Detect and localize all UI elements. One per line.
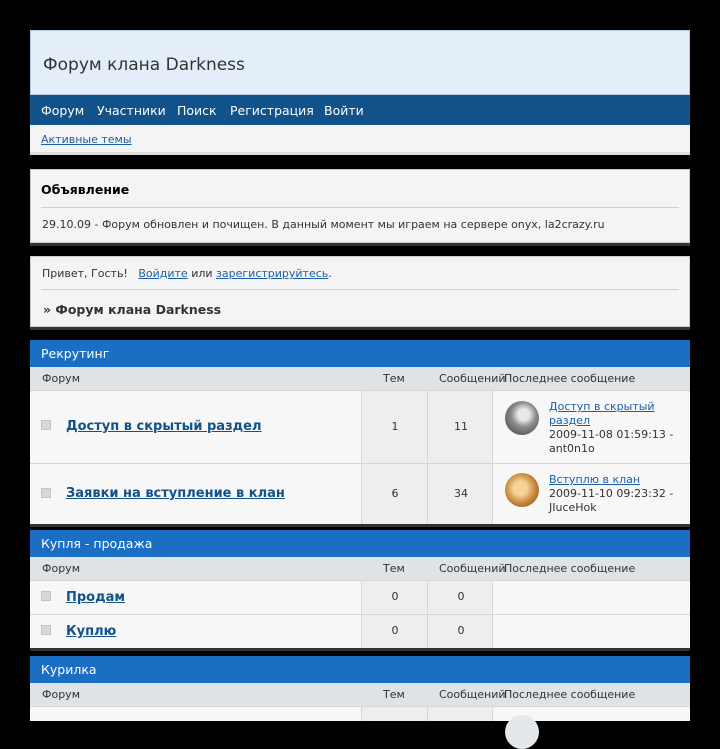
divider xyxy=(41,207,679,208)
nav-login[interactable]: Войти xyxy=(324,103,364,118)
last-post-link[interactable]: Доступ в скрытый раздел xyxy=(549,400,655,427)
nav-register[interactable]: Регистрация xyxy=(230,103,314,118)
site-header xyxy=(30,30,690,95)
last-post-date: 2009-11-08 01:59:13 - xyxy=(549,428,674,441)
col-forum: Форум xyxy=(42,372,80,385)
column-headers xyxy=(30,557,690,580)
topics-count xyxy=(361,707,428,721)
category-header xyxy=(30,340,690,367)
greeting-text: Привет, Гость! xyxy=(42,267,128,280)
forum-link[interactable]: Продам xyxy=(66,590,126,605)
posts-count: 0 xyxy=(427,581,494,615)
avatar[interactable] xyxy=(505,473,539,507)
col-posts: Сообщений xyxy=(439,562,506,575)
col-last: Последнее сообщение xyxy=(504,688,636,701)
dot-text: . xyxy=(328,267,332,280)
forum-row xyxy=(30,706,690,721)
posts-count: 0 xyxy=(427,615,494,649)
nav-forum[interactable]: Форум xyxy=(41,103,85,118)
col-forum: Форум xyxy=(42,688,80,701)
forum-link[interactable]: Куплю xyxy=(66,624,117,639)
last-post-cell xyxy=(492,464,690,525)
greeting-panel xyxy=(30,256,690,327)
last-post-user: JIuceHok xyxy=(549,501,597,514)
column-headers xyxy=(30,683,690,706)
divider xyxy=(30,243,690,246)
breadcrumb[interactable]: » Форум клана Darkness xyxy=(43,302,222,317)
forum-status-icon xyxy=(41,591,51,601)
category-header xyxy=(30,530,690,557)
announcement-text: 29.10.09 - Форум обновлен и почищен. В данный момент мы играем на сервере onyx, la2crazy.ru xyxy=(42,218,605,231)
forum-row xyxy=(30,614,690,649)
login-link[interactable]: Войдите xyxy=(138,267,188,280)
nav-members[interactable]: Участники xyxy=(97,103,166,118)
col-topics: Тем xyxy=(383,688,405,701)
last-post-cell xyxy=(492,391,690,464)
announcement-panel xyxy=(30,169,690,243)
greeting-line xyxy=(42,267,332,280)
col-topics: Тем xyxy=(383,562,405,575)
category-title[interactable]: Купля - продажа xyxy=(41,536,153,551)
forum-status-icon xyxy=(41,420,51,430)
last-post-cell xyxy=(492,707,690,721)
column-headers xyxy=(30,367,690,390)
category-title[interactable]: Рекрутинг xyxy=(41,346,110,361)
site-title: Форум клана Darkness xyxy=(43,55,245,75)
nav-search[interactable]: Поиск xyxy=(177,103,217,118)
col-topics: Тем xyxy=(383,372,405,385)
register-link[interactable]: зарегистрируйтесь xyxy=(216,267,329,280)
topics-count: 6 xyxy=(361,464,428,525)
category-header xyxy=(30,656,690,683)
last-post-date: 2009-11-10 09:23:32 - xyxy=(549,487,674,500)
last-post-cell xyxy=(492,615,690,649)
subnav xyxy=(30,125,690,155)
col-posts: Сообщений xyxy=(439,688,506,701)
col-posts: Сообщений xyxy=(439,372,506,385)
category-recruiting xyxy=(30,340,690,524)
posts-count: 11 xyxy=(427,391,494,464)
avatar[interactable] xyxy=(505,715,539,749)
topics-count: 1 xyxy=(361,391,428,464)
forum-status-icon xyxy=(41,625,51,635)
avatar[interactable] xyxy=(505,401,539,435)
category-title[interactable]: Курилка xyxy=(41,662,97,677)
divider xyxy=(41,289,679,290)
announcement-heading: Объявление xyxy=(41,182,130,197)
divider xyxy=(30,327,690,330)
divider xyxy=(30,524,690,527)
col-last: Последнее сообщение xyxy=(504,372,636,385)
col-forum: Форум xyxy=(42,562,80,575)
active-topics-link[interactable]: Активные темы xyxy=(41,133,132,146)
category-smoking-room xyxy=(30,656,690,720)
forum-row xyxy=(30,463,690,525)
last-post-link[interactable]: Вступлю в клан xyxy=(549,473,641,486)
main-nav xyxy=(30,95,690,125)
col-last: Последнее сообщение xyxy=(504,562,636,575)
posts-count: 34 xyxy=(427,464,494,525)
last-post-user: ant0n1o xyxy=(549,442,595,455)
forum-link[interactable]: Заявки на вступление в клан xyxy=(66,486,285,501)
forum-status-icon xyxy=(41,488,51,498)
topics-count: 0 xyxy=(361,581,428,615)
topics-count: 0 xyxy=(361,615,428,649)
last-post-cell xyxy=(492,581,690,615)
category-trade xyxy=(30,530,690,648)
posts-count xyxy=(427,707,494,721)
or-text: или xyxy=(191,267,213,280)
forum-row xyxy=(30,390,690,464)
forum-row xyxy=(30,580,690,615)
forum-link[interactable]: Доступ в скрытый раздел xyxy=(66,419,262,434)
divider xyxy=(30,648,690,651)
